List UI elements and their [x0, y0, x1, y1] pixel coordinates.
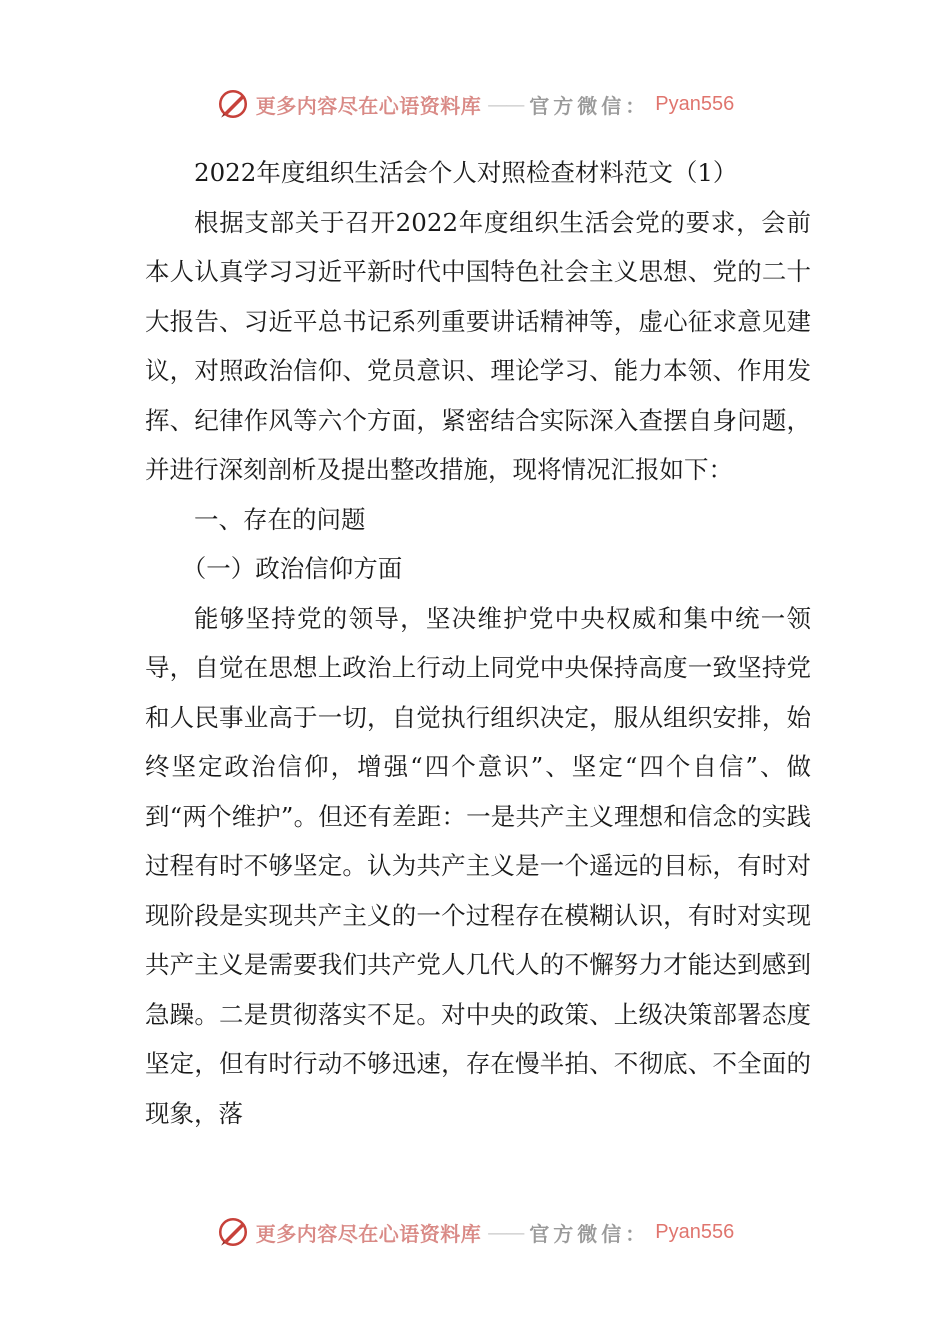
intro-paragraph: 根据支部关于召开2022年度组织生活会党的要求，会前本人认真学习习近平新时代中国特色社会主义思想、党的二十大报告、习近平总书记系列重要讲话精神等，虚心征求意见建议，对照政治信仰、党员意识、理论学习、能力本领、作用发挥、纪律作风等六个方面，紧密结合实际深入查摆自身问题，并进行深刻剖析及提出整改措施，现将情况汇报如下： [145, 207, 811, 484]
watermark-main-text: 更多内容尽在心语资料库 [255, 93, 482, 118]
watermark-main-text: 更多内容尽在心语资料库 [255, 1221, 482, 1246]
section-heading: 一、存在的问题 [194, 504, 366, 534]
body-paragraph: 能够坚持党的领导，坚决维护党中央权威和集中统一领导，自觉在思想上政治上行动上同党中央保持高度一致坚持党和人民事业高于一切，自觉执行组织决定，服从组织安排，始终坚定政治信仰，增强“四个意识”、坚定“四个自信”、做到“两个维护”。但还有差距：一是共产主义理想和信念的实践过程有时不够坚定。认为共产主义是一个遥远的目标，有时对现阶段是实现共产主义的一个过程存在模糊认识，有时对实现共产主义是需要我们共产党人几代人的不懈努力才能达到感到急躁。二是贯彻落实不足。对中央的政策、上级决策部署态度坚定，但有时行动不够迅速，存在慢半拍、不彻底、不全面的现象，落 [145, 603, 811, 1128]
watermark-official-label: 官方微信： [529, 1221, 650, 1246]
subsection-heading: （一）政治信仰方面 [181, 554, 403, 583]
watermark-wechat-id: Pyan556 [655, 1220, 735, 1243]
watermark-wechat-id: Pyan556 [655, 92, 735, 115]
watermark-dash: —— [487, 92, 524, 116]
watermark-dash: —— [487, 1220, 524, 1244]
document-body [145, 148, 811, 1138]
quill-pen-logo-icon [216, 1215, 250, 1249]
quill-pen-logo-icon [216, 87, 250, 121]
watermark-official-label: 官方微信： [529, 93, 650, 118]
header-watermark [0, 84, 950, 124]
footer-watermark [0, 1212, 950, 1252]
document-title: 2022年度组织生活会个人对照检查材料范文（1） [194, 158, 738, 187]
